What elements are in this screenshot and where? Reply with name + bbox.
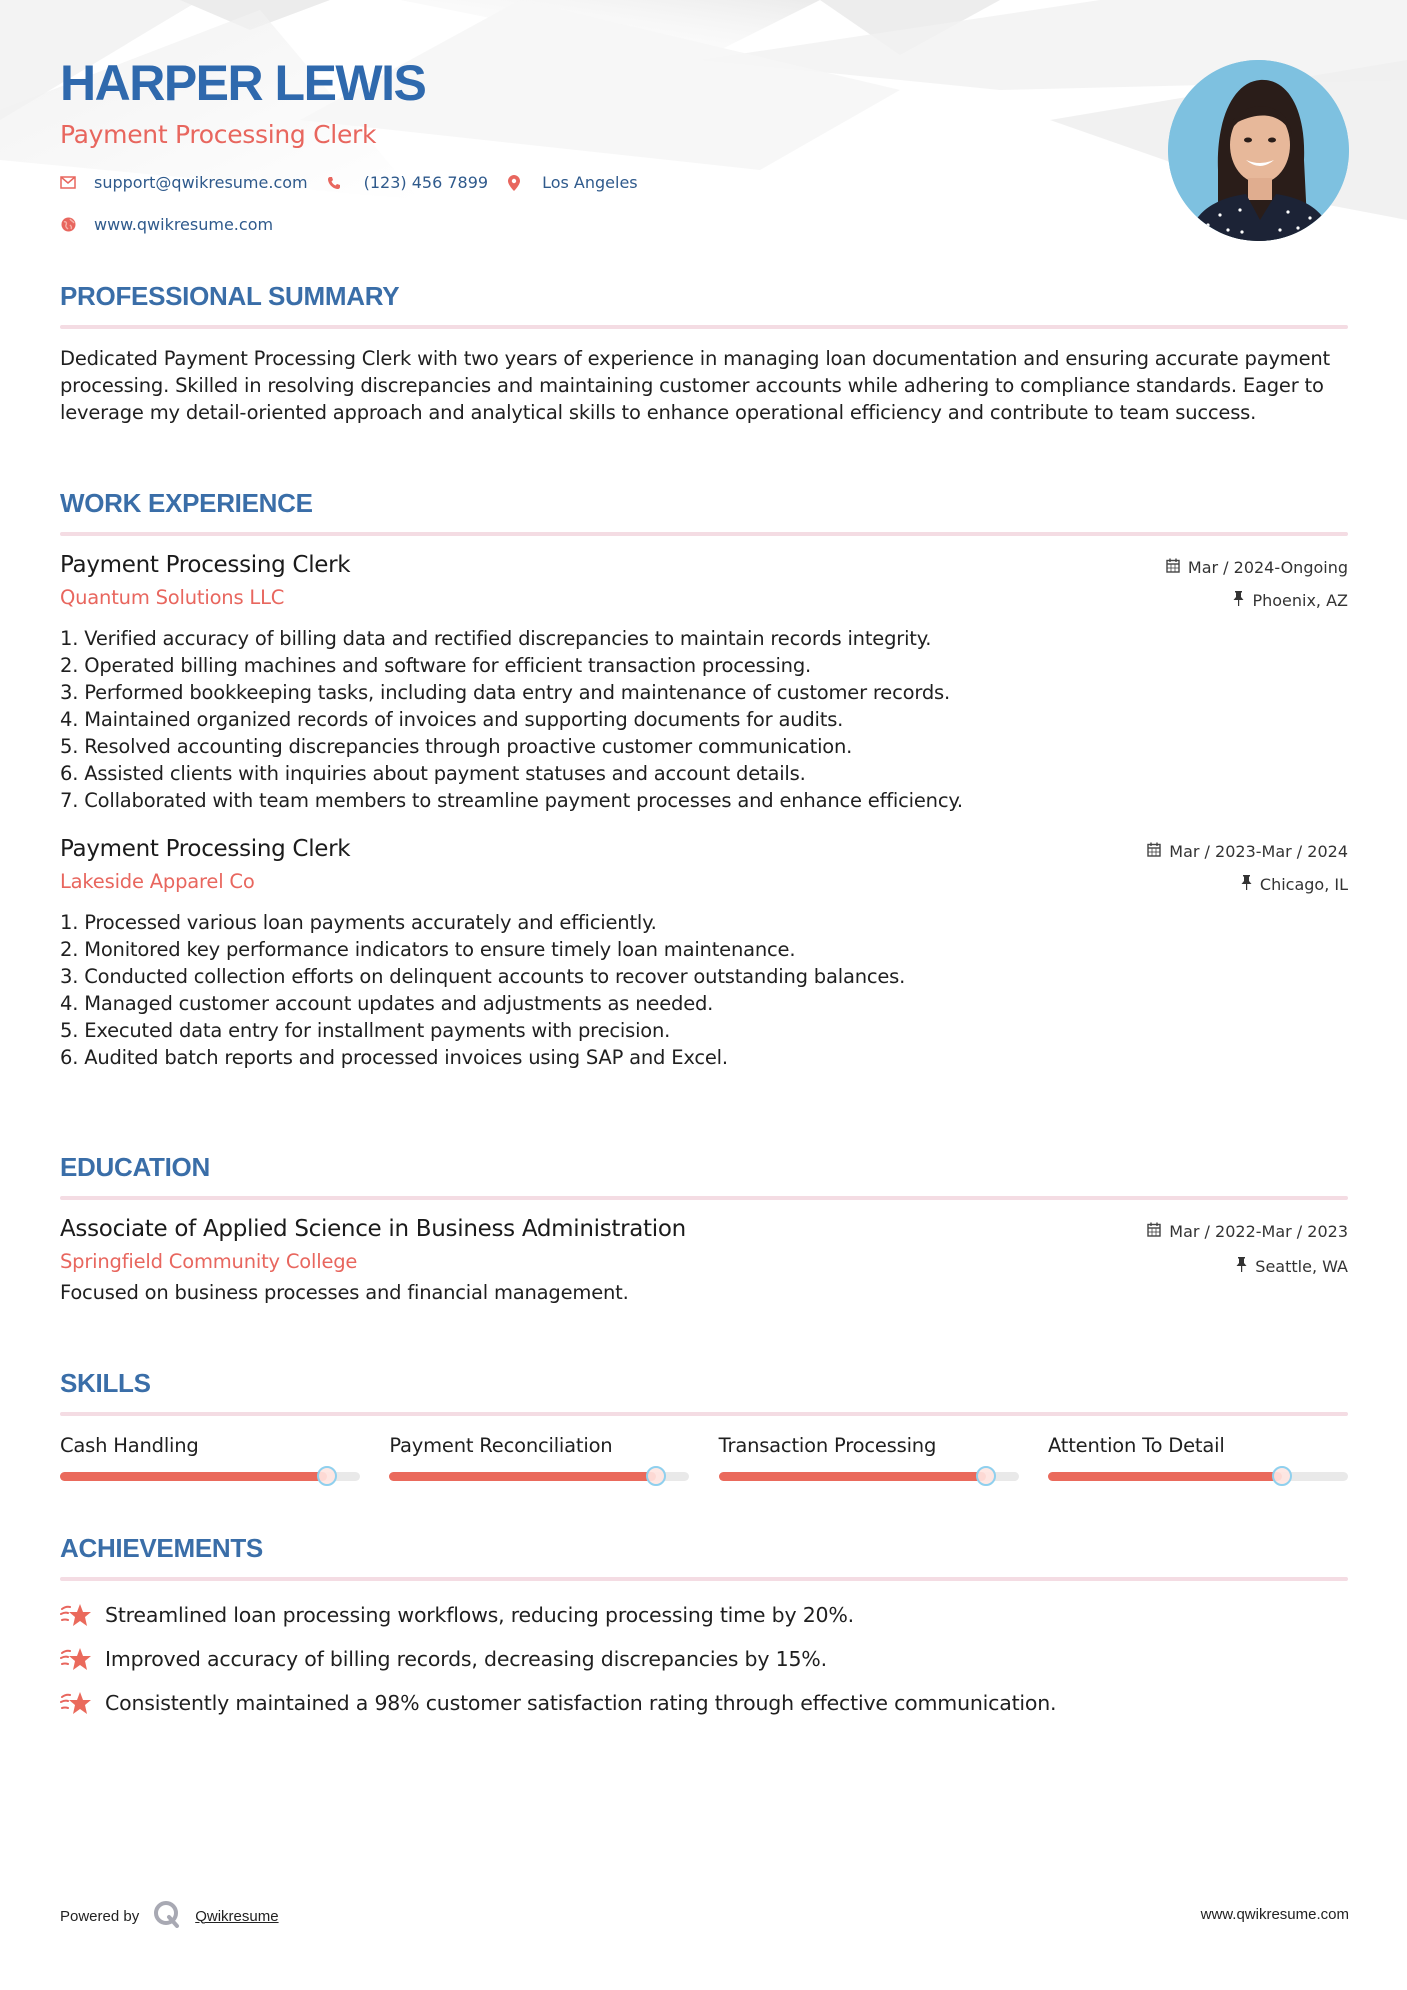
- skill-level-fill: [60, 1472, 327, 1481]
- skill-level-knob: [976, 1466, 996, 1486]
- job-company: Lakeside Apparel Co: [60, 870, 255, 893]
- skill-level-knob: [1272, 1466, 1292, 1486]
- section-divider: [60, 325, 1348, 329]
- section-title: EDUCATION: [60, 1152, 210, 1182]
- location-text: Los Angeles: [542, 173, 638, 192]
- experience-section: [60, 490, 1348, 1071]
- list-item: 1. Processed various loan payments accurately and efficiently.: [60, 911, 657, 934]
- list-item: 2. Monitored key performance indicators to ensure timely loan maintenance.: [60, 938, 796, 961]
- skill-level-knob: [646, 1466, 666, 1486]
- skill-label: Transaction Processing: [718, 1434, 937, 1457]
- section-divider: [60, 532, 1348, 536]
- shooting-star-icon: [60, 1645, 92, 1673]
- globe-icon: [60, 217, 76, 233]
- education-dates: [1147, 1222, 1348, 1241]
- degree: Associate of Applied Science in Business Administration: [60, 1216, 686, 1242]
- list-item: 3. Conducted collection efforts on delinquent accounts to recover outstanding balances.: [60, 965, 906, 988]
- summary-section: [60, 283, 1348, 426]
- candidate-role: Payment Processing Clerk: [60, 120, 377, 149]
- pushpin-icon: [1241, 875, 1252, 894]
- pushpin-icon: [1236, 1257, 1247, 1276]
- calendar-icon: [1147, 842, 1161, 861]
- job-entry: [60, 836, 1348, 1071]
- skill-label: Attention To Detail: [1047, 1434, 1225, 1457]
- job-title: Payment Processing Clerk: [60, 552, 351, 578]
- skill-item: [60, 1434, 360, 1481]
- achievements-section: [60, 1535, 1348, 1725]
- skill-level-bar: [1048, 1472, 1348, 1481]
- section-divider: [60, 1196, 1348, 1200]
- achievement-item: [60, 1637, 1348, 1681]
- dates-text: Mar / 2024-Ongoing: [1187, 558, 1348, 577]
- list-item: 5. Executed data entry for installment payments with precision.: [60, 1019, 671, 1042]
- achievement-item: [60, 1593, 1348, 1637]
- skill-level-fill: [389, 1472, 656, 1481]
- envelope-icon: [60, 175, 76, 191]
- education-entry: [60, 1216, 1348, 1306]
- achievement-text: Consistently maintained a 98% customer satisfaction rating through effective communication.: [105, 1691, 1057, 1715]
- shooting-star-icon: [60, 1601, 92, 1629]
- location-text: Chicago, IL: [1259, 875, 1348, 894]
- job-location: [1241, 875, 1348, 894]
- footer-website-link[interactable]: www.qwikresume.com: [1200, 1906, 1349, 1923]
- location-text: Seattle, WA: [1255, 1257, 1348, 1276]
- phone-text: (123) 456 7899: [363, 173, 489, 192]
- job-bullets: [60, 909, 1348, 1071]
- skill-level-fill: [1048, 1472, 1282, 1481]
- list-item: 6. Assisted clients with inquiries about payment statuses and account details.: [60, 762, 806, 785]
- education-section: [60, 1154, 1348, 1306]
- education-location: [1236, 1257, 1348, 1276]
- job-bullets: [60, 625, 1348, 814]
- shooting-star-icon: [60, 1689, 92, 1717]
- job-title: Payment Processing Clerk: [60, 836, 351, 862]
- email-text: support@qwikresume.com: [94, 173, 308, 192]
- contact-phone[interactable]: [326, 173, 488, 192]
- contact-website[interactable]: [60, 215, 273, 234]
- skill-label: Payment Reconciliation: [389, 1434, 613, 1457]
- achievement-item: [60, 1681, 1348, 1725]
- job-entry: [60, 552, 1348, 814]
- map-pin-icon: [506, 175, 522, 191]
- candidate-name: HARPER LEWIS: [60, 55, 426, 111]
- skills-list: [60, 1434, 1348, 1481]
- location-text: Phoenix, AZ: [1252, 591, 1348, 610]
- job-location: [1233, 591, 1348, 610]
- profile-photo: [1168, 60, 1349, 241]
- job-dates: [1147, 842, 1348, 861]
- section-divider: [60, 1412, 1348, 1416]
- job-dates: [1166, 558, 1348, 577]
- avatar: [1168, 60, 1349, 241]
- skill-item: [719, 1434, 1019, 1481]
- list-item: 4. Managed customer account updates and adjustments as needed.: [60, 992, 714, 1015]
- website-text: www.qwikresume.com: [94, 215, 274, 234]
- contact-email[interactable]: [60, 173, 308, 192]
- section-title: SKILLS: [60, 1368, 151, 1398]
- skill-level-bar: [719, 1472, 1019, 1481]
- list-item: 6. Audited batch reports and processed invoices using SAP and Excel.: [60, 1046, 728, 1069]
- skill-item: [389, 1434, 689, 1481]
- section-title: ACHIEVEMENTS: [60, 1533, 263, 1563]
- pushpin-icon: [1233, 591, 1244, 610]
- calendar-icon: [1166, 558, 1180, 577]
- qwikresume-link[interactable]: Qwikresume: [195, 1907, 279, 1925]
- contact-row: [60, 215, 291, 234]
- school: Springfield Community College: [60, 1250, 358, 1273]
- section-title: WORK EXPERIENCE: [60, 488, 313, 518]
- dates-text: Mar / 2022-Mar / 2023: [1169, 1222, 1348, 1241]
- skill-level-knob: [317, 1466, 337, 1486]
- skill-level-fill: [719, 1472, 986, 1481]
- list-item: 2. Operated billing machines and software for efficient transaction processing.: [60, 654, 812, 677]
- list-item: 5. Resolved accounting discrepancies through proactive customer communication.: [60, 735, 853, 758]
- list-item: 4. Maintained organized records of invoices and supporting documents for audits.: [60, 708, 844, 731]
- calendar-icon: [1147, 1222, 1161, 1241]
- powered-by-label: Powered by: [60, 1907, 140, 1925]
- footer-powered-by: [60, 1900, 279, 1932]
- phone-icon: [326, 175, 342, 191]
- list-item: 1. Verified accuracy of billing data and rectified discrepancies to maintain records integrity.: [60, 627, 932, 650]
- skills-section: [60, 1370, 1348, 1481]
- section-divider: [60, 1577, 1348, 1581]
- summary-text: Dedicated Payment Processing Clerk with two years of experience in managing loan documentation and ensuring accurate payment processing. Skilled in resolving discrepancies and maintaining customer accounts while adhering to compliance standards. Eager to leverage my detail-oriented approach and analytical skills to enhance operational efficiency and contribute to team success.: [60, 347, 1331, 424]
- skill-level-bar: [60, 1472, 360, 1481]
- dates-text: Mar / 2023-Mar / 2024: [1169, 842, 1348, 861]
- skill-item: [1048, 1434, 1348, 1481]
- contact-location: [506, 173, 638, 192]
- contact-row: [60, 173, 656, 192]
- achievement-text: Streamlined loan processing workflows, reducing processing time by 20%.: [105, 1603, 854, 1627]
- section-title: PROFESSIONAL SUMMARY: [60, 281, 400, 311]
- skill-level-bar: [389, 1472, 689, 1481]
- list-item: 3. Performed bookkeeping tasks, including data entry and maintenance of customer records.: [60, 681, 950, 704]
- education-description: Focused on business processes and financial management.: [60, 1281, 629, 1304]
- achievements-list: [60, 1593, 1348, 1725]
- list-item: 7. Collaborated with team members to streamline payment processes and enhance efficiency.: [60, 789, 963, 812]
- achievement-text: Improved accuracy of billing records, decreasing discrepancies by 15%.: [105, 1647, 827, 1671]
- qwikresume-logo-icon: [153, 1900, 181, 1932]
- job-company: Quantum Solutions LLC: [60, 586, 285, 609]
- skill-label: Cash Handling: [60, 1434, 199, 1457]
